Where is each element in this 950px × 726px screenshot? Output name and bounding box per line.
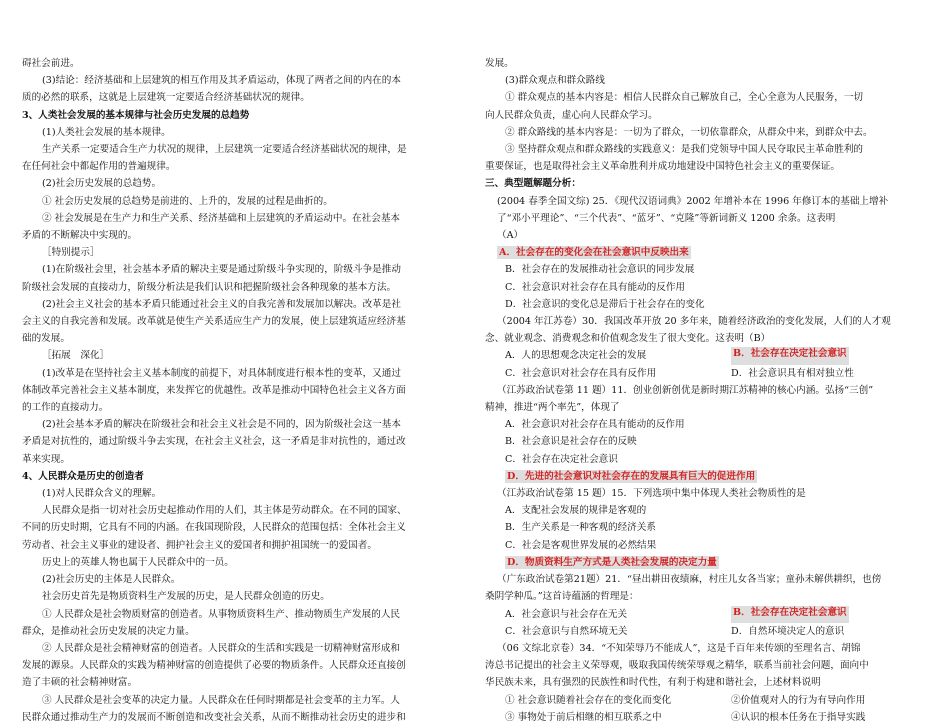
text-line: (2)社会历史的主体是人民群众。 — [42, 574, 181, 586]
highlighted-answer: B．社会存在决定社会意识 — [731, 347, 849, 364]
text-line: ［拓展 深化］ — [42, 350, 110, 362]
text-line: 念、就业观念、消费观念和价值观念发生了很大变化。这表明（B） — [485, 333, 771, 345]
text-line: ［特别提示］ — [42, 247, 100, 259]
highlighted-answer: D．物质资料生产方式是人类社会发展的决定力量 — [507, 556, 717, 568]
text-line: 革来实现。 — [22, 453, 70, 465]
option-text: ① 社会意识随着社会存在的变化而变化 — [505, 694, 672, 706]
text-line: B．社会存在的发展推动社会意识的同步发展 — [505, 264, 695, 276]
text-line: 桑阴学种瓜。”这首诗蕴涵的哲理是： — [485, 591, 639, 603]
text-line: （江苏政治试卷第 15 题）15．下列选项中集中体现人类社会物质性的是 — [497, 488, 806, 500]
text-line: 劳动者、社会主义事业的建设者、拥护社会主义的爱国者和拥护祖国统一的爱国者。 — [22, 539, 377, 551]
text-line: (1)在阶级社会里，社会基本矛盾的解决主要是通过阶级斗争实现的，阶级斗争是推动 — [42, 264, 401, 276]
text-line: ① 群众观点的基本内容是：相信人民群众自己解放自己，全心全意为人民服务，一切 — [505, 92, 864, 104]
option-text: C．社会意识对社会存在具有反作用 — [505, 367, 657, 379]
text-line: 发展的源泉。人民群众的实践为精神财富的创造提供了必要的物质条件。人民群众还直接创 — [22, 660, 406, 672]
text-line: D．社会意识的变化总是滞后于社会存在的变化 — [505, 298, 705, 310]
text-line: A．支配社会发展的规律是客观的 — [505, 505, 647, 517]
left-column — [22, 55, 418, 726]
text-line — [485, 606, 903, 623]
text-line: 华民族未来，具有强烈的民族性和时代性，有利于构建和谐社会，上述材料说明 — [485, 677, 821, 689]
right-column — [485, 55, 903, 726]
text-line: (2)社会主义社会的基本矛盾只能通过社会主义的自我完善和发展加以解决。改革是社 — [42, 298, 401, 310]
text-line: 社会历史首先是物质资料生产发展的历史，是人民群众创造的历史。 — [42, 591, 330, 603]
text-line: 会主义的自我完善和发展。改革就是使生产关系适应生产力的发展，使上层建筑适应经济基 — [22, 316, 406, 328]
option-text: D．自然环境决定人的意识 — [731, 625, 845, 637]
text-line: 3、人类社会发展的基本规律与社会历史发展的总趋势 — [22, 109, 250, 121]
text-line: 造了丰硕的社会精神财富。 — [22, 677, 138, 689]
text-line: 历史上的英雄人物也属于人民群众中的一员。 — [42, 556, 234, 568]
option-text: C．社会意识与自然环境无关 — [505, 625, 628, 637]
text-line: (2)社会基本矛盾的解决在阶级社会和社会主义社会是不同的，因为阶级社会这一基本 — [42, 419, 401, 431]
text-line: ① 社会历史发展的总趋势是前进的、上升的，发展的过程是曲折的。 — [42, 195, 333, 207]
text-line: 向人民群众负责，虚心向人民群众学习。 — [485, 109, 658, 121]
highlighted-answer: B．社会存在决定社会意识 — [731, 606, 849, 623]
text-line: 在任何社会中都起作用的普遍规律。 — [22, 161, 176, 173]
text-line: B．生产关系是一种客观的经济关系 — [505, 522, 656, 534]
option-text: ③ 事物处于前后相继的相互联系之中 — [505, 711, 662, 723]
text-line — [485, 692, 903, 709]
text-line: (3)群众观点和群众路线 — [505, 75, 605, 87]
text-line — [485, 347, 903, 364]
highlighted-answer: D．先进的社会意识对社会存在的发展具有巨大的促进作用 — [507, 470, 756, 482]
text-line: A．社会意识对社会存在具有能动的反作用 — [505, 419, 685, 431]
text-line: ② 人民群众是社会精神财富的创造者。人民群众的生活和实践是一切精神财富形成和 — [42, 642, 401, 654]
option-text: D．社会意识具有相对独立性 — [731, 367, 854, 379]
option-text: ②价值观对人的行为有导向作用 — [731, 694, 866, 706]
text-line — [485, 623, 903, 640]
text-line — [485, 365, 903, 382]
text-line: C．社会意识对社会存在具有能动的反作用 — [505, 281, 686, 293]
text-line: ③ 人民群众是社会变革的决定力量。人民群众在任何时期都是社会变革的主力军。人 — [42, 694, 401, 706]
text-line: （A） — [497, 230, 524, 242]
text-line: (2)社会历史发展的总趋势。 — [42, 178, 162, 190]
text-line: 三、典型题解题分析： — [485, 178, 581, 190]
text-line: C．社会存在决定社会意识 — [505, 453, 618, 465]
text-line: 的工作的直接动力。 — [22, 402, 109, 414]
text-line: （广东政治试卷第21题）21．“昼出耕田夜绩麻，村庄儿女各当家；童孙未解供耕织，也傍 — [497, 574, 882, 586]
option-text: ④认识的根本任务在于指导实践 — [731, 711, 866, 723]
text-line: 4、人民群众是历史的创造者 — [22, 470, 144, 482]
text-line: (1)对人民群众含义的理解。 — [42, 488, 162, 500]
text-line: 矛盾是对抗性的，通过阶级斗争去实现，在社会主义社会，这一矛盾是非对抗性的，通过改 — [22, 436, 406, 448]
text-line: (1)人类社会发展的基本规律。 — [42, 126, 171, 138]
text-line — [485, 468, 903, 485]
text-line: 精神，推进“两个率先”，体现了 — [485, 402, 620, 414]
text-line: ② 群众路线的基本内容是：一切为了群众，一切依靠群众，从群众中来，到群众中去。 — [505, 126, 873, 138]
text-line: 矛盾的不断解决中实现的。 — [22, 230, 138, 242]
text-line: C．社会是客观世界发展的必然结果 — [505, 539, 657, 551]
text-line: 不同的历史时期，它具有不同的内涵。在我国现阶段，人民群众的范围包括：全体社会主义 — [22, 522, 406, 534]
text-line: 生产关系一定要适合生产力状况的规律，上层建筑一定要适合经济基础状况的规律，是 — [42, 144, 407, 156]
text-line: 群众，是推动社会历史发展的决定力量。 — [22, 625, 195, 637]
text-line: ③ 坚持群众观点和群众路线的实践意义：是我们党领导中国人民夺取民主革命胜利的 — [505, 144, 864, 156]
text-line: 体制改革完善社会主义基本制度，来发挥它的优越性。改革是推动中国特色社会主义各方面 — [22, 384, 406, 396]
text-line: （2004 年江苏卷）30．我国改革开放 20 多年来，随着经济政治的变化发展，人们的人才观 — [497, 316, 891, 328]
text-line: (1)改革是在坚持社会主义基本制度的前提下，对具体制度进行根本性的变革，又通过 — [42, 367, 401, 379]
text-line — [485, 244, 903, 261]
text-line: （06 文综北京卷）34．“不知荣辱乃不能成人”，这是千百年来传颂的至理名言、胡锦 — [497, 642, 861, 654]
text-line: 重要保证，也是取得社会主义革命胜利并成功地建设中国特色社会主义的重要保证。 — [485, 161, 840, 173]
text-line: 阶级社会发展的直接动力，阶级分析法是我们认识和把握阶级社会各种现象的基本方法。 — [22, 281, 397, 293]
text-line: 础的发展。 — [22, 333, 70, 345]
text-line: ① 人民群众是社会物质财富的创造者。从事物质资料生产、推动物质生产发展的人民 — [42, 608, 401, 620]
text-line: 碍社会前进。 — [22, 58, 80, 69]
text-line: 发展。 — [485, 58, 514, 69]
text-line: 涛总书记提出的社会主义荣辱观，吸取我国传统荣辱观之精华，联系当前社会问题，面向中 — [485, 660, 869, 672]
option-text: A．人的思想观念决定社会的发展 — [505, 350, 647, 362]
text-line: 民群众通过推动生产力的发展而不断创造和改变社会关系，从而不断推动社会历史的进步和 — [22, 711, 406, 723]
text-line: B．社会意识是社会存在的反映 — [505, 436, 637, 448]
text-line: (2004 春季全国文综) 25．《现代汉语词典》2002 年增补本在 1996 年修订本的基础上增补 — [497, 195, 889, 207]
option-text: A．社会意识与社会存在无关 — [505, 608, 628, 620]
highlighted-answer: A．社会存在的变化会在社会意识中反映出来 — [499, 247, 689, 259]
text-line: 人民群众是指一切对社会历史起推动作用的人们，其主体是劳动群众。在不同的国家、 — [42, 505, 407, 517]
text-line: ② 社会发展是在生产力和生产关系、经济基础和上层建筑的矛盾运动中。在社会基本 — [42, 212, 401, 224]
text-line: 质的必然的联系，这就是上层建筑一定要适合经济基础状况的规律。 — [22, 92, 310, 104]
text-line: （江苏政治试卷第 11 题）11．创业创新创优是新时期江苏精神的核心内涵。弘扬“三创” — [497, 384, 874, 396]
text-line — [485, 709, 903, 726]
text-line — [485, 554, 903, 571]
text-line: 了“邓小平理论”、“三个代表”、“蓝牙”、“克隆”等新词新义 1200 余条。这表明 — [497, 212, 836, 224]
text-line: (3)结论：经济基础和上层建筑的相互作用及其矛盾运动，体现了两者之间的内在的本 — [42, 75, 401, 87]
